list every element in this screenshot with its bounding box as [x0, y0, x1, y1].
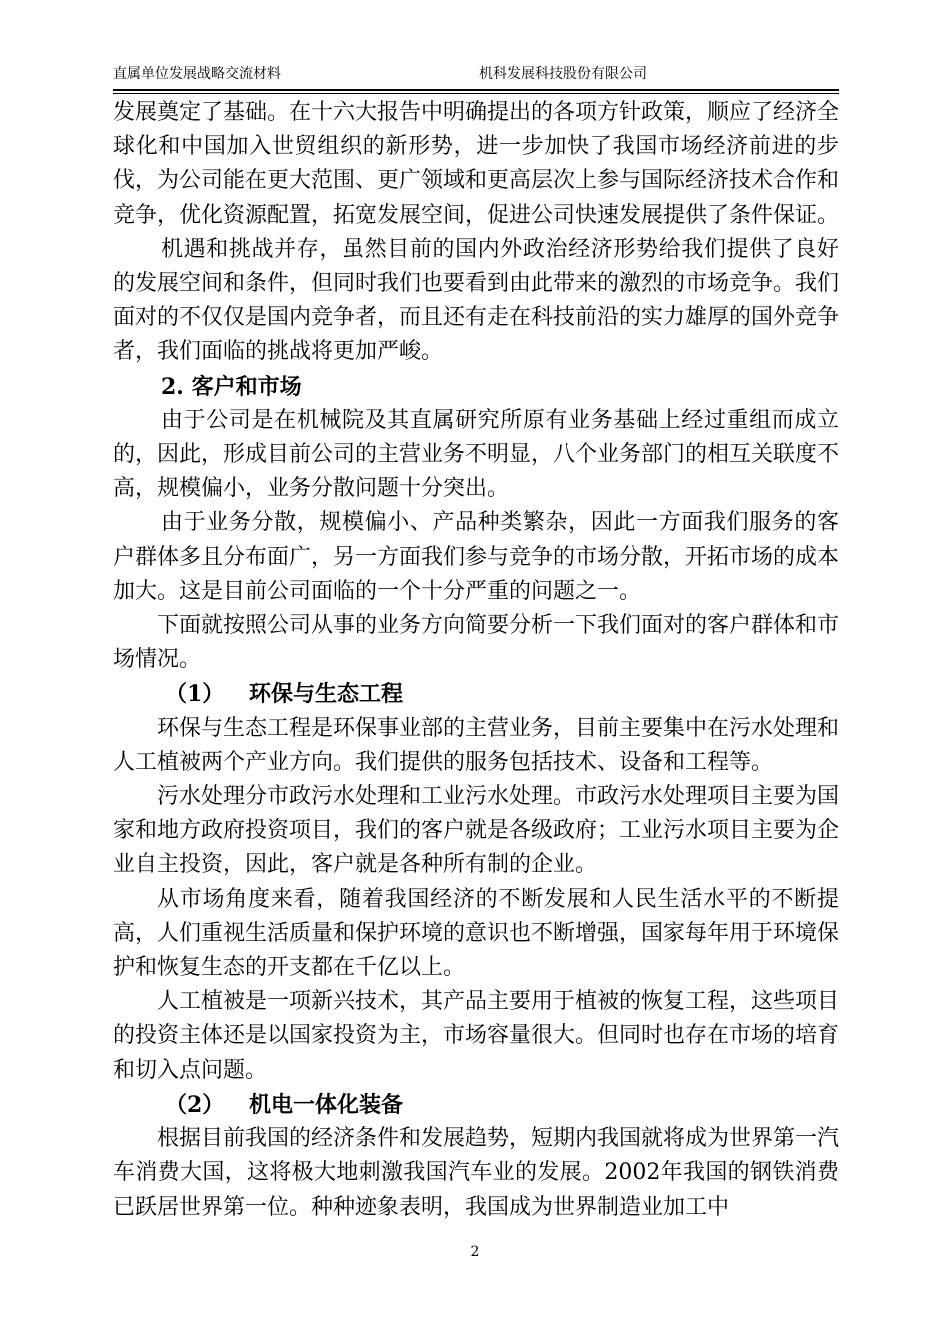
paragraph-environment-business: 环保与生态工程是环保事业部的主营业务，目前主要集中在污水处理和人工植被两个产业方向。我们提供的服务包括技术、设备和工程等。 — [113, 715, 840, 775]
header-rule-thick — [113, 89, 839, 91]
paragraph-company-background: 由于公司是在机械院及其直属研究所原有业务基础上经过重组而成立的，因此，形成目前公司的主营业务不明显，八个业务部门的相互关联度不高，规模偏小，业务分散问题十分突出。 — [113, 407, 840, 502]
subsection-title: 环保与生态工程 — [249, 681, 404, 708]
paragraph-opportunity-challenge: 机遇和挑战并存，虽然目前的国内外政治经济形势给我们提供了良好的发展空间和条件，但同时我们也要看到由此带来的激烈的市场竞争。我们面对的不仅仅是国内竞争者，而且还有走在科技前沿的实力雄厚的国外竞争者，我们面临的挑战将更加严峻。 — [113, 236, 840, 365]
header-rule-thin — [113, 93, 839, 94]
page-header — [113, 60, 839, 88]
paragraph-continuation: 发展奠定了基础。在十六大报告中明确提出的各项方针政策，顺应了经济全球化和中国加入世贸组织的新形势，进一步加快了我国市场经济前进的步伐，为公司能在更大范围、更广领域和更高层次上参与国际经济技术合作和竞争，优化资源配置，拓宽发展空间，促进公司快速发展提供了条件保证。 — [113, 100, 840, 228]
subsection-heading-mechatronics — [113, 1088, 839, 1122]
subsection-number: （2） — [165, 1091, 225, 1118]
subsection-number: （1） — [165, 681, 225, 708]
subsection-heading-environment — [113, 677, 839, 711]
paragraph-economic-trends: 根据目前我国的经济条件和发展趋势，短期内我国就将成为世界第一汽车消费大国，这将极大地刺激我国汽车业的发展。2002年我国的钢铁消费已跃居世界第一位。种种迹象表明，我国成为世界制造业加工中 — [113, 1126, 840, 1220]
paragraph-artificial-vegetation: 人工植被是一项新兴技术，其产品主要用于植被的恢复工程，这些项目的投资主体还是以国家投资为主，市场容量很大。但同时也存在市场的培育和切入点问题。 — [113, 989, 840, 1083]
page-number: 2 — [470, 1244, 480, 1260]
document-body — [113, 96, 839, 1225]
header-company-name: 机科发展科技股份有限公司 — [479, 66, 647, 82]
subsection-title: 机电一体化装备 — [249, 1091, 404, 1118]
paragraph-analysis-intro: 下面就按照公司从事的业务方向简要分析一下我们面对的客户群体和市场情况。 — [113, 613, 840, 673]
paragraph-business-dispersion: 由于业务分散，规模偏小、产品种类繁杂，因此一方面我们服务的客户群体多且分布面广，另一方面我们参与竞争的市场分散，开拓市场的成本加大。这是目前公司面临的一个十分严重的问题之一。 — [113, 510, 840, 604]
header-left-title: 直属单位发展战略交流材料 — [113, 66, 281, 82]
paragraph-sewage-treatment: 污水处理分市政污水处理和工业污水处理。市政污水处理项目主要为国家和地方政府投资项目，我们的客户就是各级政府；工业污水项目主要为企业自主投资，因此，客户就是各种所有制的企业。 — [113, 784, 840, 878]
paragraph-market-perspective: 从市场角度来看，随着我国经济的不断发展和人民生活水平的不断提高，人们重视生活质量和保护环境的意识也不断增强，国家每年用于环境保护和恢复生态的开支都在千亿以上。 — [113, 886, 840, 981]
section-heading-customers-markets: 2. 客户和市场 — [161, 373, 302, 400]
